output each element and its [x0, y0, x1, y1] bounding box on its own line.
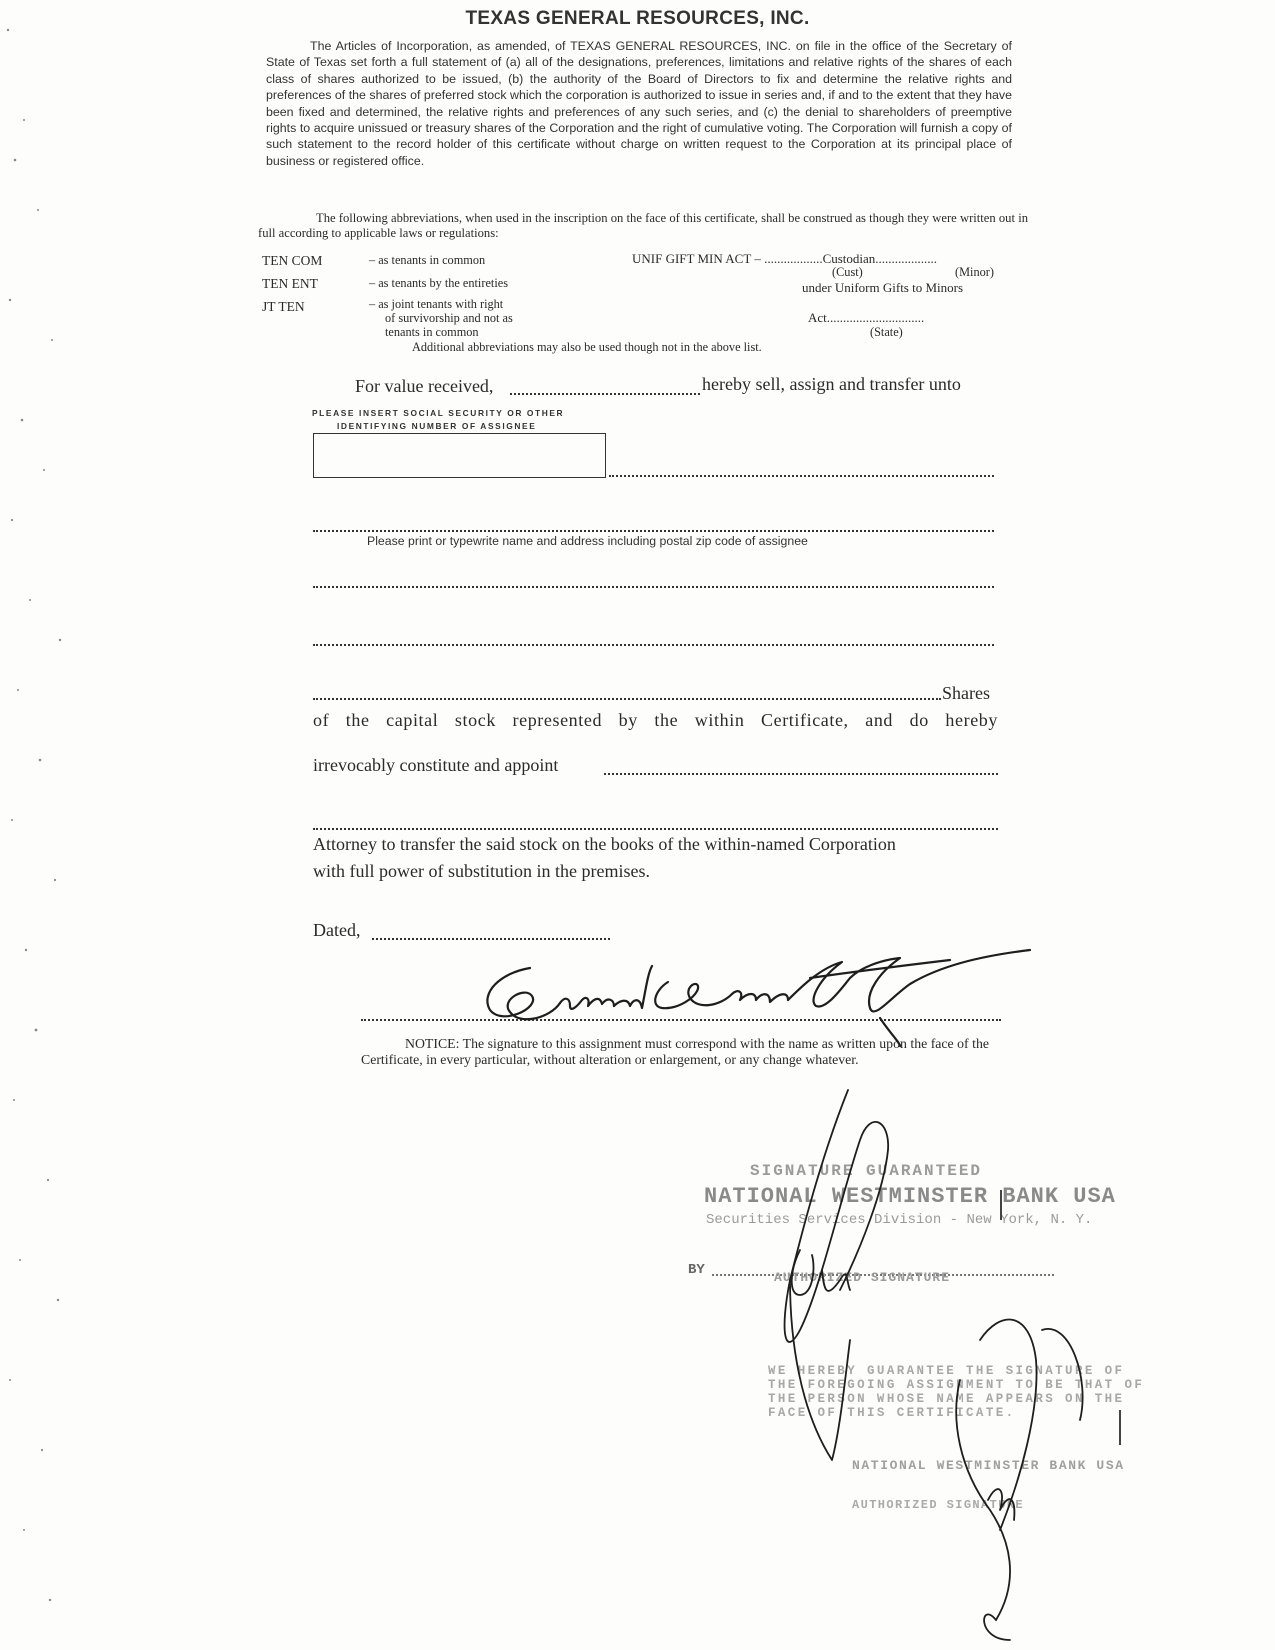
value-dotted-line — [510, 393, 700, 395]
second-stamp-bank: NATIONAL WESTMINSTER BANK USA — [852, 1458, 1125, 1473]
second-stamp-authorized: AUTHORIZED SIGNATURE — [852, 1498, 1025, 1512]
holder-signature — [470, 948, 1050, 1048]
attorney-dotted-line — [313, 828, 998, 830]
abbr-code-ten-com: TEN COM — [262, 253, 323, 268]
stamp-securities-division: Securities Services Division - New York, N. Y. — [706, 1212, 1093, 1228]
appoint-dotted-line — [604, 773, 998, 775]
unif-gift-min-act: UNIF GIFT MIN ACT – ..................Custodian................... — [632, 251, 938, 266]
abbr-meaning-jt-ten-1: – as joint tenants with right — [369, 297, 504, 311]
capital-stock-text: of the capital stock represented by the within Certificate, and do hereby — [313, 710, 998, 730]
scan-edge-specks — [0, 0, 70, 1650]
ssn-label-line2: IDENTIFYING NUMBER OF ASSIGNEE — [337, 421, 537, 431]
stamp-by-label: BY — [688, 1262, 705, 1278]
stamp-signature-guaranteed: SIGNATURE GUARANTEED — [750, 1162, 983, 1180]
abbr-code-ten-ent: TEN ENT — [262, 276, 318, 291]
unif-state-label: (State) — [870, 325, 903, 339]
unif-act-line: Act.............................. — [808, 310, 925, 325]
unif-under-text: under Uniform Gifts to Minors — [802, 280, 964, 295]
assignee-dotted-line-1 — [609, 475, 994, 477]
unif-minor-label: (Minor) — [955, 265, 994, 279]
attorney-text-line1: Attorney to transfer the said stock on the books of the within-named Corporation — [313, 834, 896, 854]
dated-label: Dated, — [313, 920, 361, 940]
abbr-meaning-jt-ten-3: tenants in common — [385, 325, 479, 339]
print-name-note: Please print or typewrite name and address including postal zip code of assignee — [367, 534, 808, 548]
address-dotted-line-2 — [313, 644, 994, 646]
company-title: TEXAS GENERAL RESOURCES, INC. — [465, 8, 810, 29]
abbreviations-intro — [258, 211, 1028, 241]
address-dotted-line-1 — [313, 586, 994, 588]
abbr-meaning-ten-ent: – as tenants by the entireties — [369, 276, 508, 290]
ssn-label-line1: PLEASE INSERT SOCIAL SECURITY OR OTHER — [312, 408, 565, 418]
attorney-text-line2: with full power of substitution in the premises. — [313, 861, 650, 881]
stamp-bank-name: NATIONAL WESTMINSTER BANK USA — [704, 1184, 1116, 1209]
dated-dotted-line — [372, 938, 610, 940]
ssn-input-box[interactable] — [313, 433, 606, 478]
second-stamp-line4: FACE OF THIS CERTIFICATE. — [768, 1406, 1016, 1420]
additional-abbreviations-note: Additional abbreviations may also be used though not in the above list. — [412, 340, 762, 354]
assignee-dotted-line-2 — [313, 530, 994, 532]
second-stamp-line3: THE PERSON WHOSE NAME APPEARS ON THE — [768, 1392, 1125, 1406]
abbr-meaning-ten-com: – as tenants in common — [369, 253, 486, 267]
second-stamp-line1: WE HEREBY GUARANTEE THE SIGNATURE OF — [768, 1364, 1125, 1378]
irrevocably-text: irrevocably constitute and appoint — [313, 755, 559, 775]
abbr-code-jt-ten: JT TEN — [262, 299, 305, 314]
shares-dotted-line — [313, 698, 941, 700]
stamp-authorized-signature: AUTHORIZED SIGNATURE — [774, 1270, 951, 1285]
preamble-text: The Articles of Incorporation, as amended, of TEXAS GENERAL RESOURCES, INC. on file in the office of the Secretary of State of Texas set forth a full statement of (a) all of the designations, preferences, limitations and relative rights of the shares of each class of shares authorized to be issued, (b) the authority of the Board of Directors to fix and determine the relative rights and preferences of the shares of preferred stock which the corporation is authorized to issue in series and, if and to the extent that they have been fixed and determined, the relative rights and preferences of any such series, and (c) the denial to shareholders of preemptive rights to acquire unissued or treasury shares of the Corporation and the right of cumulative voting. The Corporation will furnish a copy of such statement to the record holder of this certificate without charge on written request to the Corporation at its principal place of business or registered office. — [266, 39, 1012, 168]
abbr-meaning-jt-ten-2: of survivorship and not as — [385, 311, 513, 325]
guarantor-signatures — [760, 1080, 1140, 1650]
preamble-paragraph — [266, 38, 1012, 169]
second-stamp-line2: THE FOREGOING ASSIGNMENT TO BE THAT OF — [768, 1378, 1145, 1392]
for-value-received: For value received, — [355, 376, 494, 396]
notice-paragraph — [361, 1036, 989, 1068]
unif-cust-label: (Cust) — [832, 265, 863, 279]
hereby-sell-text: hereby sell, assign and transfer unto — [702, 374, 961, 394]
abbreviations-intro-text: The following abbreviations, when used in the inscription on the face of this certificate, shall be construed as though they were written out in full according to applicable laws or regulations: — [258, 211, 1028, 240]
notice-text: NOTICE: The signature to this assignment must correspond with the name as written upon the face of the Certificate, in every particular, without alteration or enlargement, or any change whatever. — [361, 1036, 989, 1067]
shares-label: Shares — [942, 683, 990, 703]
